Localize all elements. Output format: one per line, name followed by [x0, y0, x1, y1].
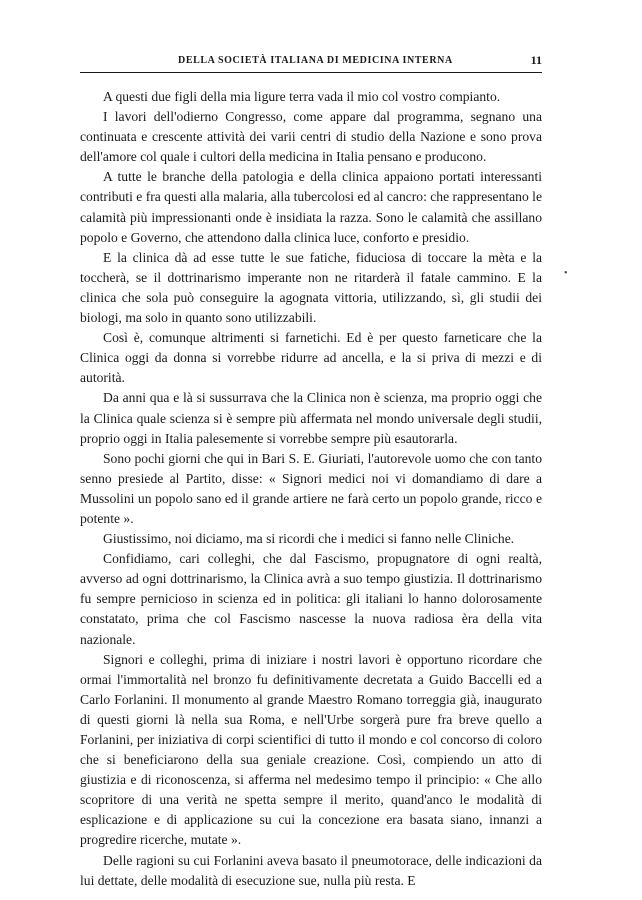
header-rule: [80, 72, 542, 73]
paragraph: I lavori dell'odierno Congresso, come appare dal programma, segnano una continuata e crescente attività dei varii centri di studio della Nazione e sono prova dell'amore col quale i cultori della medicina in Italia pensano e producono.: [80, 109, 542, 165]
running-header: [80, 52, 542, 70]
page-number: 11: [530, 53, 542, 67]
paragraph: Sono pochi giorni che qui in Bari S. E. Giuriati, l'autorevole uomo che con tanto senno presiede al Partito, disse: « Signori medici noi vi domandiamo di dare a Mussolini un popolo sano ed il grande artiere ne farà certo un popolo grande, ricco e potente ».: [80, 450, 542, 526]
paragraph: A tutte le branche della patologia e della clinica appaiono portati interessanti contributi e fra questi alla malaria, alla tubercolosi ed al cancro: che rappresentano le calamità più impressionanti onde è insidiata la razza. Sono le calamità che assillano popolo e Governo, che attendono dalla clinica luce, conforto e presidio.: [80, 169, 542, 245]
paragraph: E la clinica dà ad esse tutte le sue fatiche, fiduciosa di toccare la mèta e la toccherà, se il dottrinarismo imperante non ne ritarderà il fatale cammino. E la clinica che sola può conseguire la agognata vittoria, utilizzando, sì, gli studii dei biologi, ma solo in quanto sono utilizzabili.: [80, 249, 542, 326]
body-text: [80, 87, 542, 891]
paragraph: A questi due figli della mia ligure terra vada il mio col vostro compianto.: [103, 89, 501, 104]
margin-mark: •: [564, 268, 568, 279]
paragraph: Signori e colleghi, prima di iniziare i nostri lavori è opportuno ricordare che ormai l'immortalità nel bronzo fu definitivamente decretata a Guido Baccelli ed a Carlo Forlanini. Il monumento al grande Maestro Romano torreggia già, inaugurato di questi giorni là nella sua Roma, e nell'Urbe sorgerà pure fra breve quello a Forlanini, per iniziativa di corpi scientifici di tutto il mondo e col concorso di coloro che si beneficiarono della sua geniale creazione. Così, compiendo un atto di giustizia e di riconoscenza, si afferma nel medesimo tempo il principio: « Che allo scopritore di una verità ne spetta sempre il merito, quand'anco le modalità di esplicazione e di applicazione su cui la concezione era basata siano, innanzi a progredire ricerche, mutate ».: [80, 651, 542, 848]
paragraph: Confidiamo, cari colleghi, che dal Fascismo, propugnatore di ogni realtà, avverso ad ogni dottrinarismo, la Clinica avrà a suo tempo giustizia. Il dottrinarismo fu sempre pernicioso in scienza ed in politica: gli italiani lo hanno dolorosamente constatato, prima che col Fascismo nascesse la nuova radiosa èra della vita nazionale.: [80, 551, 542, 647]
running-title: DELLA SOCIETÀ ITALIANA DI MEDICINA INTERNA: [178, 55, 453, 66]
page: [80, 52, 542, 891]
paragraph: Così è, comunque altrimenti si farnetichi. Ed è per questo farneticare che la Clinica oggi da donna si vorrebbe ridurre ad ancella, e la si priva di mezzi e di autorità.: [80, 330, 542, 386]
paragraph: Giustissimo, noi diciamo, ma si ricordi che i medici si fanno nelle Cliniche.: [103, 531, 515, 547]
paragraph: Delle ragioni su cui Forlanini aveva basato il pneumotorace, delle indicazioni da lui dettate, delle modalità di esecuzione sue, nulla più resta. E: [80, 852, 542, 888]
paragraph: Da anni qua e là si sussurrava che la Clinica non è scienza, ma proprio oggi che la Clinica quale scienza si è sempre più affermata nel mondo universale degli studii, proprio oggi in Italia palesemente si vorrebbe sempre più esautorarla.: [80, 390, 542, 446]
